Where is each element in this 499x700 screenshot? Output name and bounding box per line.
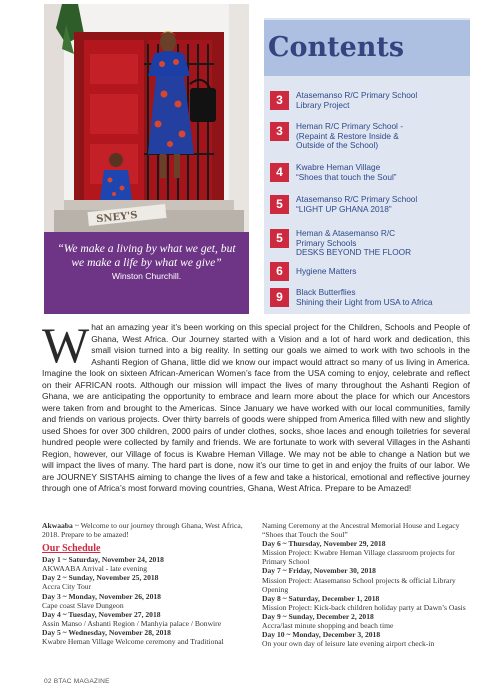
contents-title: Contents <box>264 20 470 76</box>
schedule-desc: AKWAABA Arrival - late evening <box>42 564 148 574</box>
intro-text: hat an amazing year it’s been working on this special project for the Children, Schools and People of Ghana, West Africa. Our Journey started with a Vision and a lot of hard work and dedication, this small vision turned into a big reality. In setting our goals we aimed to work with two schools in the Ashanti Region of Ghana, little did we know our impact would attract so many of us living in America. Imagine the look on sixteen African-American Women’s face from the USA coming to enjoy, celebrate and reflect on their AFRICAN roots. Although our mission will impact the lives of many throughout the Ashanti Region of Ghana, we are anticipating the opportunity to embrace and learn more about the place for which our Ancestors were taken from and brought to the Americas. Since January we have worked with our local communities, family and friends on various projects. Over thirty barrels of goods were shipped from America filled with new and slightly used Shoes for over 300 children, 2000 pairs of under clothes, socks, shoe laces and enough toiletries for several hundred people were collected by family and friends. We are fortunate to work with several Villages in the Ashanti Region, however, our Village of focus is Kwabre Heman Village. We may not be able to change a Nation but we will impact the lives of many. The hard part is done, now it’s our time to get in and enjoy the fruits of our labor. We are JOURNEY SISTAHS aiming to change the lives of a few and take a historical, emotional and reflective journey through one of Africa’s most forward moving countries, Ghana, West Africa. Prepare to be Amazed! <box>42 322 470 493</box>
toc-line: Hygiene Matters <box>296 266 357 276</box>
toc-title <box>296 267 476 277</box>
schedule-desc: Kwabre Heman Village Welcome ceremony and Traditional <box>42 637 224 647</box>
toc-line: “LIGHT UP GHANA 2018” <box>296 203 392 214</box>
schedule-desc: Accra City Tour <box>42 582 92 592</box>
toc-title <box>296 122 476 151</box>
toc-page-number: 9 <box>270 288 289 307</box>
drop-cap: W <box>42 317 90 373</box>
toc-page-number: 5 <box>270 195 289 214</box>
page-number: 02 <box>44 678 52 685</box>
schedule-desc: Assin Manso / Ashanti Region / Manhyia palace / Bonwire <box>42 618 222 628</box>
toc-line: Heman & Atasemanso R/C <box>296 228 396 238</box>
akwaaba-text: ~ Welcome to our journey through Ghana, West Africa, 2018. Prepare to be amazed! <box>42 521 243 540</box>
toc-line: Atasemanso R/C Primary School <box>296 194 418 204</box>
schedule-continuation: Naming Ceremony at the Ancestral Memorial House and Legacy “Shoes that Touch the Soul” <box>262 521 460 540</box>
toc-line: Outside of the School) <box>296 140 379 151</box>
toc-title <box>296 163 476 182</box>
toc-page-number: 4 <box>270 163 289 182</box>
schedule-day: Day 7 ~ Friday, November 30, 2018 <box>262 566 376 576</box>
toc-title <box>296 229 476 258</box>
schedule-left-column <box>42 521 245 646</box>
akwaaba-paragraph <box>42 521 245 539</box>
page-footer <box>44 678 110 685</box>
schedule-desc: On your own day of leisure late evening airport check-in <box>262 639 435 649</box>
schedule-desc: Mission Project: Atasemanso School projects & official Library Opening <box>262 575 456 594</box>
toc-line: DESKS BEYOND THE FLOOR <box>296 247 412 258</box>
toc-page-number: 3 <box>270 91 289 110</box>
quote-author: Winston Churchill. <box>111 271 182 281</box>
photo-illustration <box>44 4 249 232</box>
door-sign-text: SNEY'S <box>95 209 139 226</box>
schedule-day: Day 6 ~ Thursday, November 29, 2018 <box>262 539 386 549</box>
schedule-day: Day 2 ~ Sunday, November 25, 2018 <box>42 573 159 583</box>
toc-line: “Shoes that touch the Soul” <box>296 171 397 182</box>
schedule-desc: Accra/last minute shopping and beach time <box>262 621 394 631</box>
schedule-heading: Our Schedule <box>42 543 101 555</box>
schedule-day: Day 5 ~ Wednesday, November 28, 2018 <box>42 627 171 637</box>
toc-line: Black Butterflies <box>296 287 356 297</box>
quote-text: “We make a living by what we get, but we make a life by what we give” <box>57 242 236 269</box>
toc-line: Primary Schools <box>296 237 357 248</box>
schedule-day: Day 8 ~ Saturday, December 1, 2018 <box>262 593 380 603</box>
toc-page-number: 5 <box>270 229 289 248</box>
toc-line: Heman R/C Primary School - <box>296 121 403 131</box>
schedule-desc: Mission Project: Kwabre Heman Village classroom projects for Primary School <box>262 548 455 567</box>
toc-line: Atasemanso R/C Primary School <box>296 90 418 100</box>
intro-article <box>42 317 470 495</box>
cover-photo <box>44 4 249 232</box>
toc-line: (Repaint & Restore Inside & <box>296 130 399 141</box>
toc-page-number: 6 <box>270 262 289 281</box>
schedule-desc: Cape coast Slave Dungeon <box>42 600 124 610</box>
schedule-day: Day 1 ~ Saturday, November 24, 2018 <box>42 555 164 565</box>
toc-line: Kwabre Heman Village <box>296 162 381 172</box>
schedule-day: Day 10 ~ Monday, December 3, 2018 <box>262 630 381 640</box>
akwaaba-label: Akwaaba <box>42 521 73 530</box>
schedule-day: Day 9 ~ Sunday, December 2, 2018 <box>262 611 374 621</box>
toc-title <box>296 91 476 110</box>
schedule-desc: Mission Project: Kick-back children holiday party at Dawn’s Oasis <box>262 602 466 612</box>
toc-page-number: 3 <box>270 122 289 141</box>
toc-line: Library Project <box>296 99 350 110</box>
schedule-right-column <box>262 521 470 648</box>
quote-box <box>44 232 249 314</box>
toc-title <box>296 288 476 307</box>
schedule-day: Day 3 ~ Monday, November 26, 2018 <box>42 591 161 601</box>
toc-line: Shining their Light from USA to Africa <box>296 296 433 307</box>
schedule-day: Day 4 ~ Tuesday, November 27, 2018 <box>42 609 161 619</box>
magazine-name: BTAC MAGAZINE <box>53 678 110 685</box>
toc-title <box>296 195 476 214</box>
